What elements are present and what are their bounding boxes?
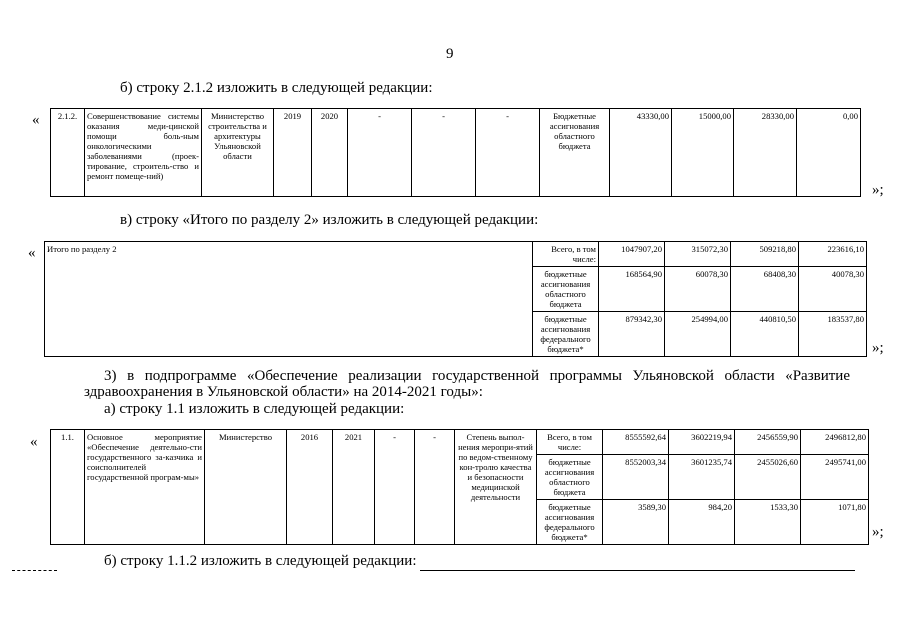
cell-value: 68408,30 bbox=[731, 267, 799, 312]
cell-source: бюджетные ассигнования областного бюджета bbox=[533, 267, 599, 312]
cell-value: 1047907,20 bbox=[599, 242, 665, 267]
cell-value: 984,20 bbox=[669, 500, 735, 545]
underline-rule bbox=[420, 570, 855, 571]
close-quote-1: »; bbox=[872, 182, 884, 198]
cell-value: 3602219,94 bbox=[669, 430, 735, 455]
close-quote-2: »; bbox=[872, 340, 884, 356]
cell-value: 2495741,00 bbox=[801, 455, 869, 500]
cell-value: 315072,30 bbox=[665, 242, 731, 267]
cell-year-start: 2019 bbox=[274, 109, 312, 197]
cell-value: 183537,80 bbox=[799, 312, 867, 357]
cell-num: 2.1.2. bbox=[51, 109, 85, 197]
cell-year-start: 2016 bbox=[287, 430, 333, 545]
cell-source: Всего, в том числе: bbox=[537, 430, 603, 455]
cell-source: бюджетные ассигнования федерального бюджета* bbox=[537, 500, 603, 545]
cell-value: 3589,30 bbox=[603, 500, 669, 545]
cell-dash: - bbox=[348, 109, 412, 197]
cell-dash: - bbox=[476, 109, 540, 197]
cell-source: бюджетные ассигнования областного бюджета bbox=[537, 455, 603, 500]
cell-value: 2455026,60 bbox=[735, 455, 801, 500]
table-row-1-1 bbox=[50, 429, 869, 545]
margin-dash bbox=[12, 570, 57, 571]
cell-value: 40078,30 bbox=[799, 267, 867, 312]
cell-value: 168564,90 bbox=[599, 267, 665, 312]
paragraph-b2-intro: б) строку 1.1.2 изложить в следующей редакции: bbox=[104, 553, 417, 569]
paragraph-3-line2: здравоохранения в Ульяновской области» на 2014-2021 годы»: bbox=[84, 384, 483, 400]
cell-value: 0,00 bbox=[797, 109, 861, 197]
paragraph-3-line1: 3) в подпрограмме «Обеспечение реализации государственной программы Ульяновской области «Развитие bbox=[104, 368, 850, 384]
cell-value: 15000,00 bbox=[672, 109, 734, 197]
cell-dash: - bbox=[412, 109, 476, 197]
cell-value: 1071,80 bbox=[801, 500, 869, 545]
cell-year-end: 2021 bbox=[333, 430, 375, 545]
cell-value: 2456559,90 bbox=[735, 430, 801, 455]
cell-executor: Министерство строительства и архитектуры Ульяновской области bbox=[202, 109, 274, 197]
cell-value: 254994,00 bbox=[665, 312, 731, 357]
cell-value: 8552003,34 bbox=[603, 455, 669, 500]
paragraph-v-intro: в) строку «Итого по разделу 2» изложить в следующей редакции: bbox=[120, 212, 539, 228]
cell-value: 60078,30 bbox=[665, 267, 731, 312]
cell-value: 1533,30 bbox=[735, 500, 801, 545]
cell-value: 509218,80 bbox=[731, 242, 799, 267]
cell-executor: Министерство bbox=[205, 430, 287, 545]
close-quote-3: »; bbox=[872, 524, 884, 540]
cell-value: 28330,00 bbox=[734, 109, 797, 197]
cell-value: 8555592,64 bbox=[603, 430, 669, 455]
cell-value: 43330,00 bbox=[610, 109, 672, 197]
table-row-2-1-2 bbox=[50, 108, 861, 197]
cell-value: 440810,50 bbox=[731, 312, 799, 357]
cell-dash: - bbox=[415, 430, 455, 545]
cell-value: 2496812,80 bbox=[801, 430, 869, 455]
cell-indicator: Степень выпол-нения меропри-ятий по ведом-ственному кон-тролю качества и безопасности медицинской деятельности bbox=[455, 430, 537, 545]
cell-source: Бюджетные ассигнования областного бюджета bbox=[540, 109, 610, 197]
cell-dash: - bbox=[375, 430, 415, 545]
open-quote-2: « bbox=[28, 245, 36, 261]
cell-source: бюджетные ассигнования федерального бюджета* bbox=[533, 312, 599, 357]
cell-num: 1.1. bbox=[51, 430, 85, 545]
open-quote-3: « bbox=[30, 434, 38, 450]
cell-value: 223616,10 bbox=[799, 242, 867, 267]
cell-value: 879342,30 bbox=[599, 312, 665, 357]
cell-itogo-label: Итого по разделу 2 bbox=[45, 242, 533, 357]
paragraph-b-intro: б) строку 2.1.2 изложить в следующей редакции: bbox=[120, 80, 433, 96]
cell-name: Совершенствование системы оказания меди-цинской помощи боль-ным онкологическими заболеваниями (проек-тирование, строитель-ство и ремонт помеще-ний) bbox=[85, 109, 202, 197]
cell-source: Всего, в том числе: bbox=[533, 242, 599, 267]
cell-year-end: 2020 bbox=[312, 109, 348, 197]
cell-value: 3601235,74 bbox=[669, 455, 735, 500]
cell-name: Основное мероприятие «Обеспечение деятельно-сти государственного за-казчика и соисполнителей государственной програм-мы» bbox=[85, 430, 205, 545]
table-itogo-razdel-2 bbox=[44, 241, 867, 357]
open-quote-1: « bbox=[32, 112, 40, 128]
paragraph-a-intro: а) строку 1.1 изложить в следующей редакции: bbox=[104, 401, 405, 417]
page-number: 9 bbox=[446, 46, 454, 62]
